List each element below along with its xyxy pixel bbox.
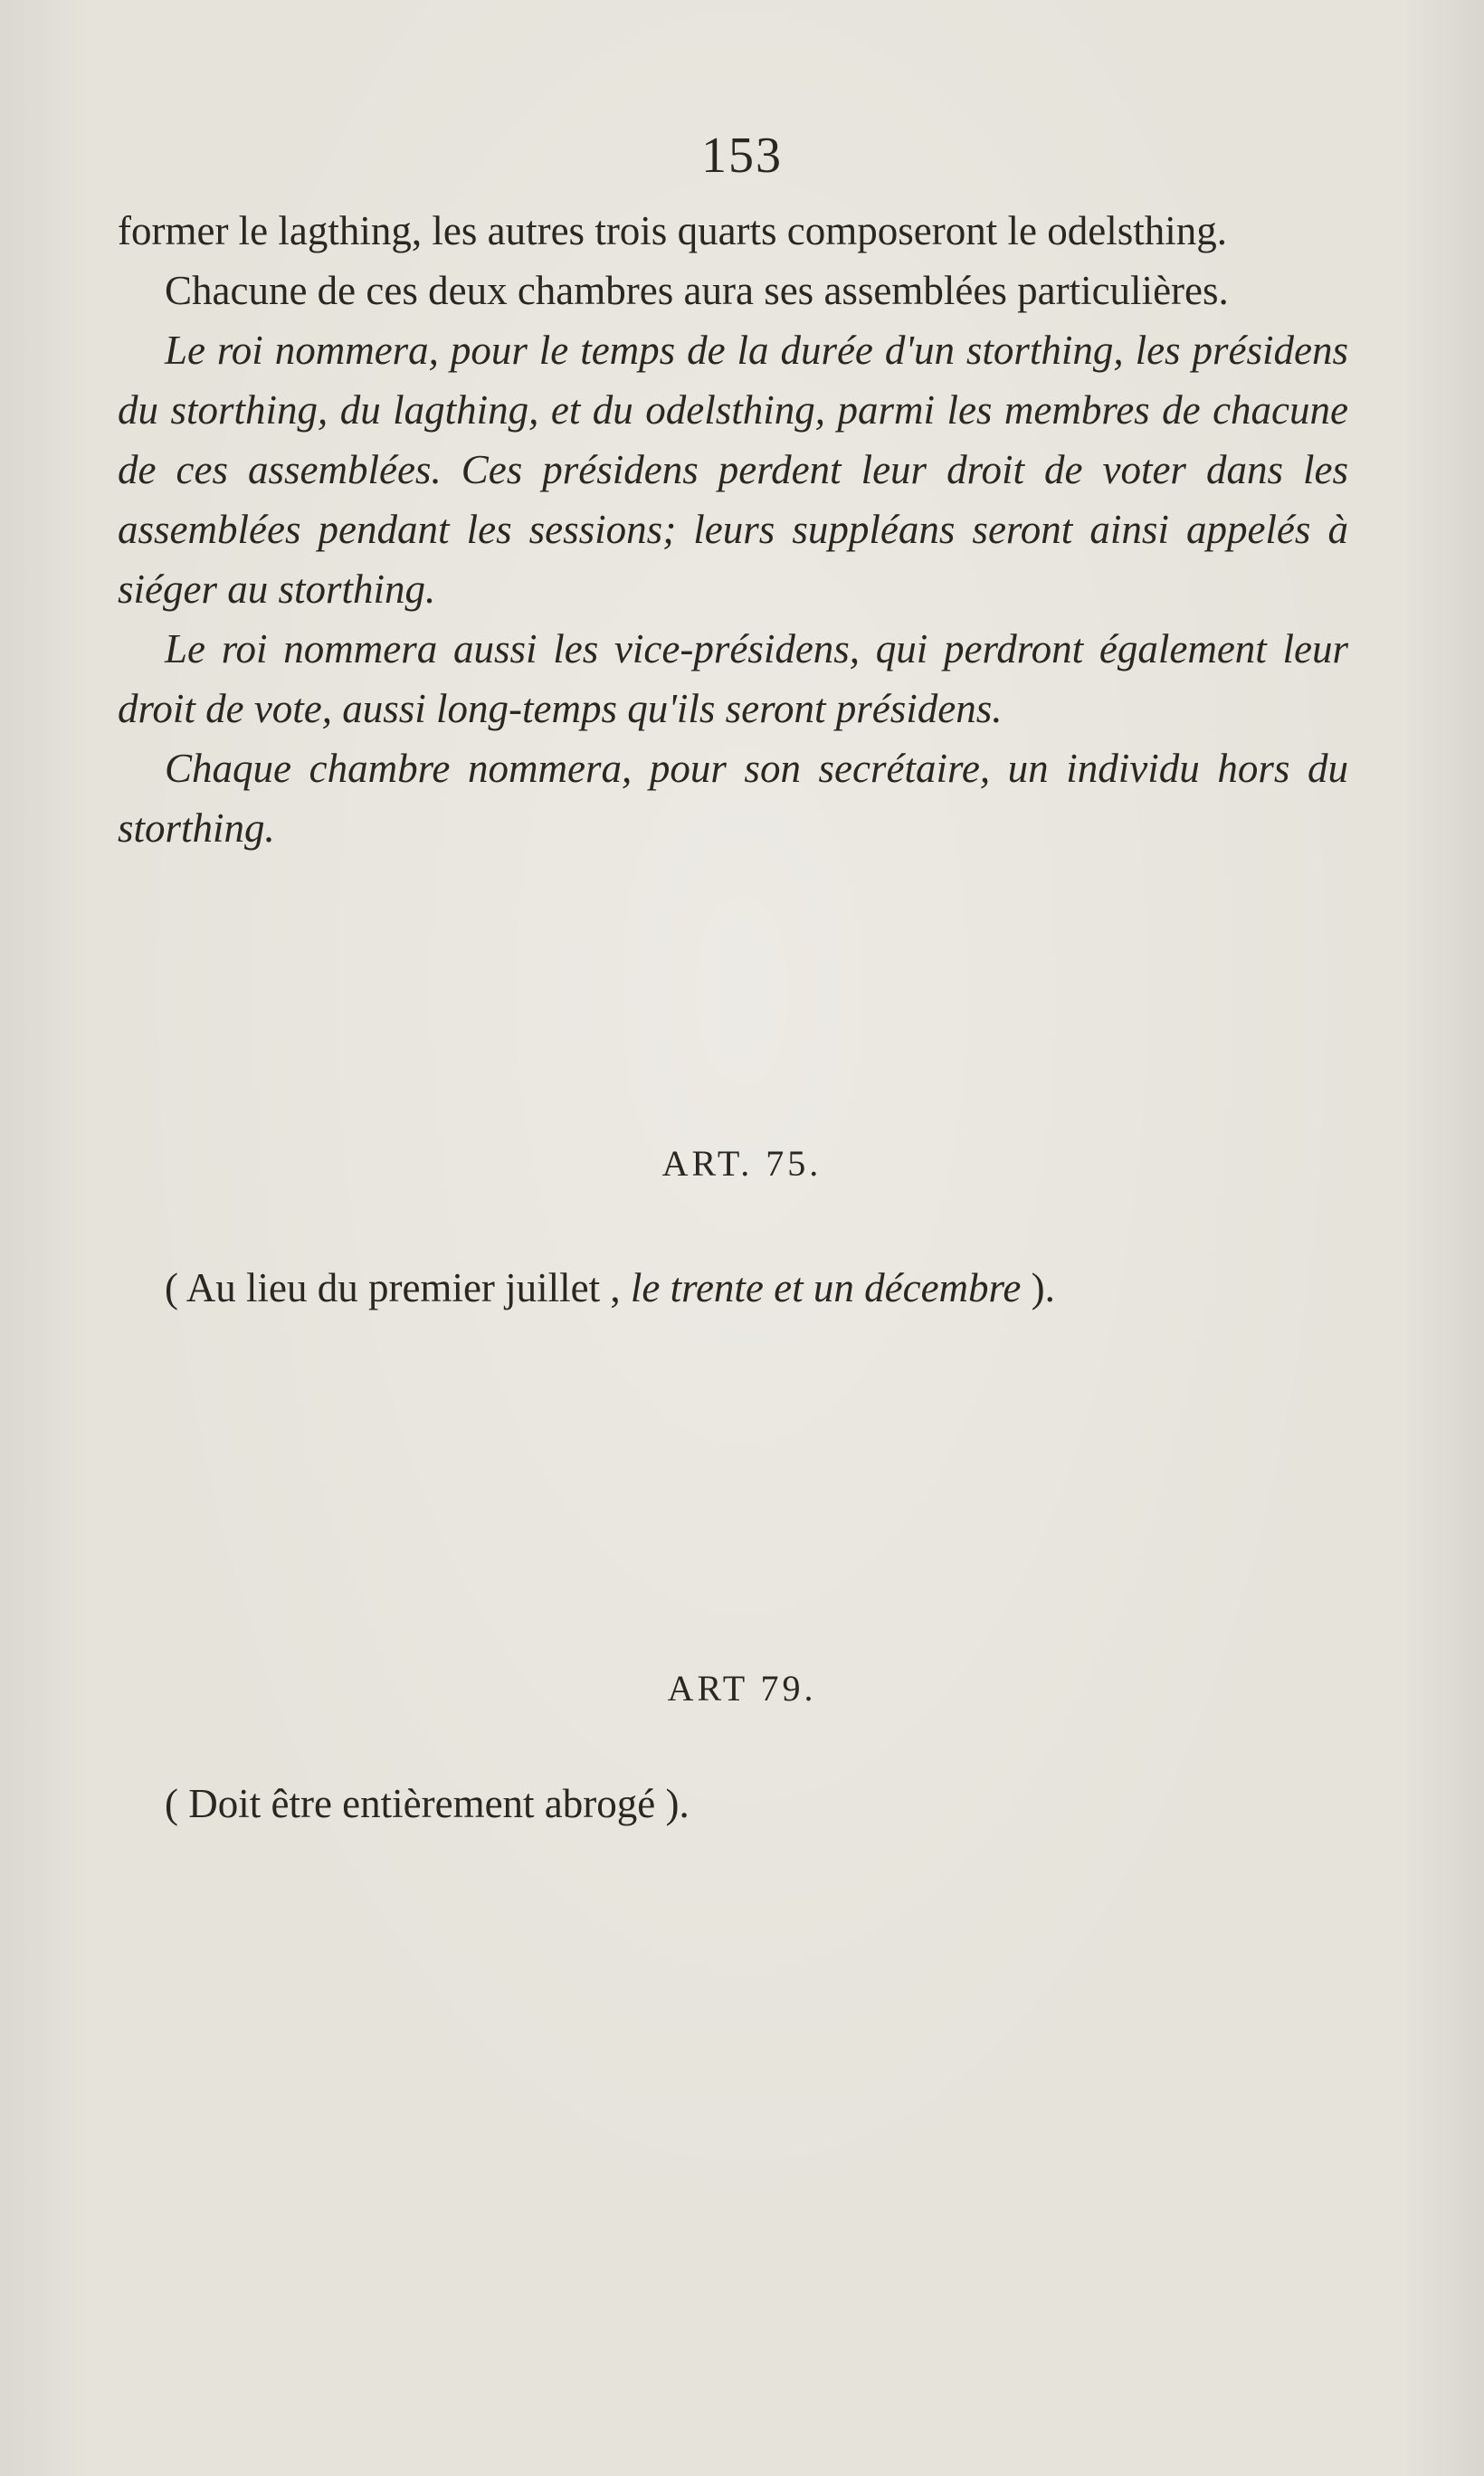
article-75-text [165,1258,1377,1318]
article-75-italic: le trente et un décembre [630,1265,1022,1310]
paragraph-secretary: Chaque chambre nommera, pour son secrétaire, un individu hors du storthing. [118,746,1348,851]
article-75-open: ( Au lieu du premier juillet , [165,1265,631,1310]
article-75-close: ). [1021,1265,1055,1310]
article-79-heading: ART 79. [667,1668,817,1709]
page-number: 153 [701,128,783,184]
paragraph-continuation: former le lagthing, les autres trois quarts composeront le odelsthing. [118,208,1227,253]
paragraph-chambers: Chacune de ces deux chambres aura ses assemblées particulières. [165,268,1229,313]
paragraph-presidents: Le roi nommera, pour le temps de la durée d'un storthing, les présidens du storthing, du lagthing, et du odelsthing, parmi les membres de chacune de ces assemblées. Ces présidens perdent leur droit de voter dans les assemblées pendant les sessions; leurs suppléans seront ainsi appelés à siéger au storthing. [118,328,1348,612]
article-79-text: ( Doit être entièrement abrogé ). [165,1781,690,1826]
paragraph-vice-presidents: Le roi nommera aussi les vice-présidens, qui perdront également leur droit de vote, aussi long-temps qu'ils seront présidens. [118,626,1348,731]
body-text [118,201,1348,858]
article-75-heading: ART. 75. [661,1143,823,1184]
